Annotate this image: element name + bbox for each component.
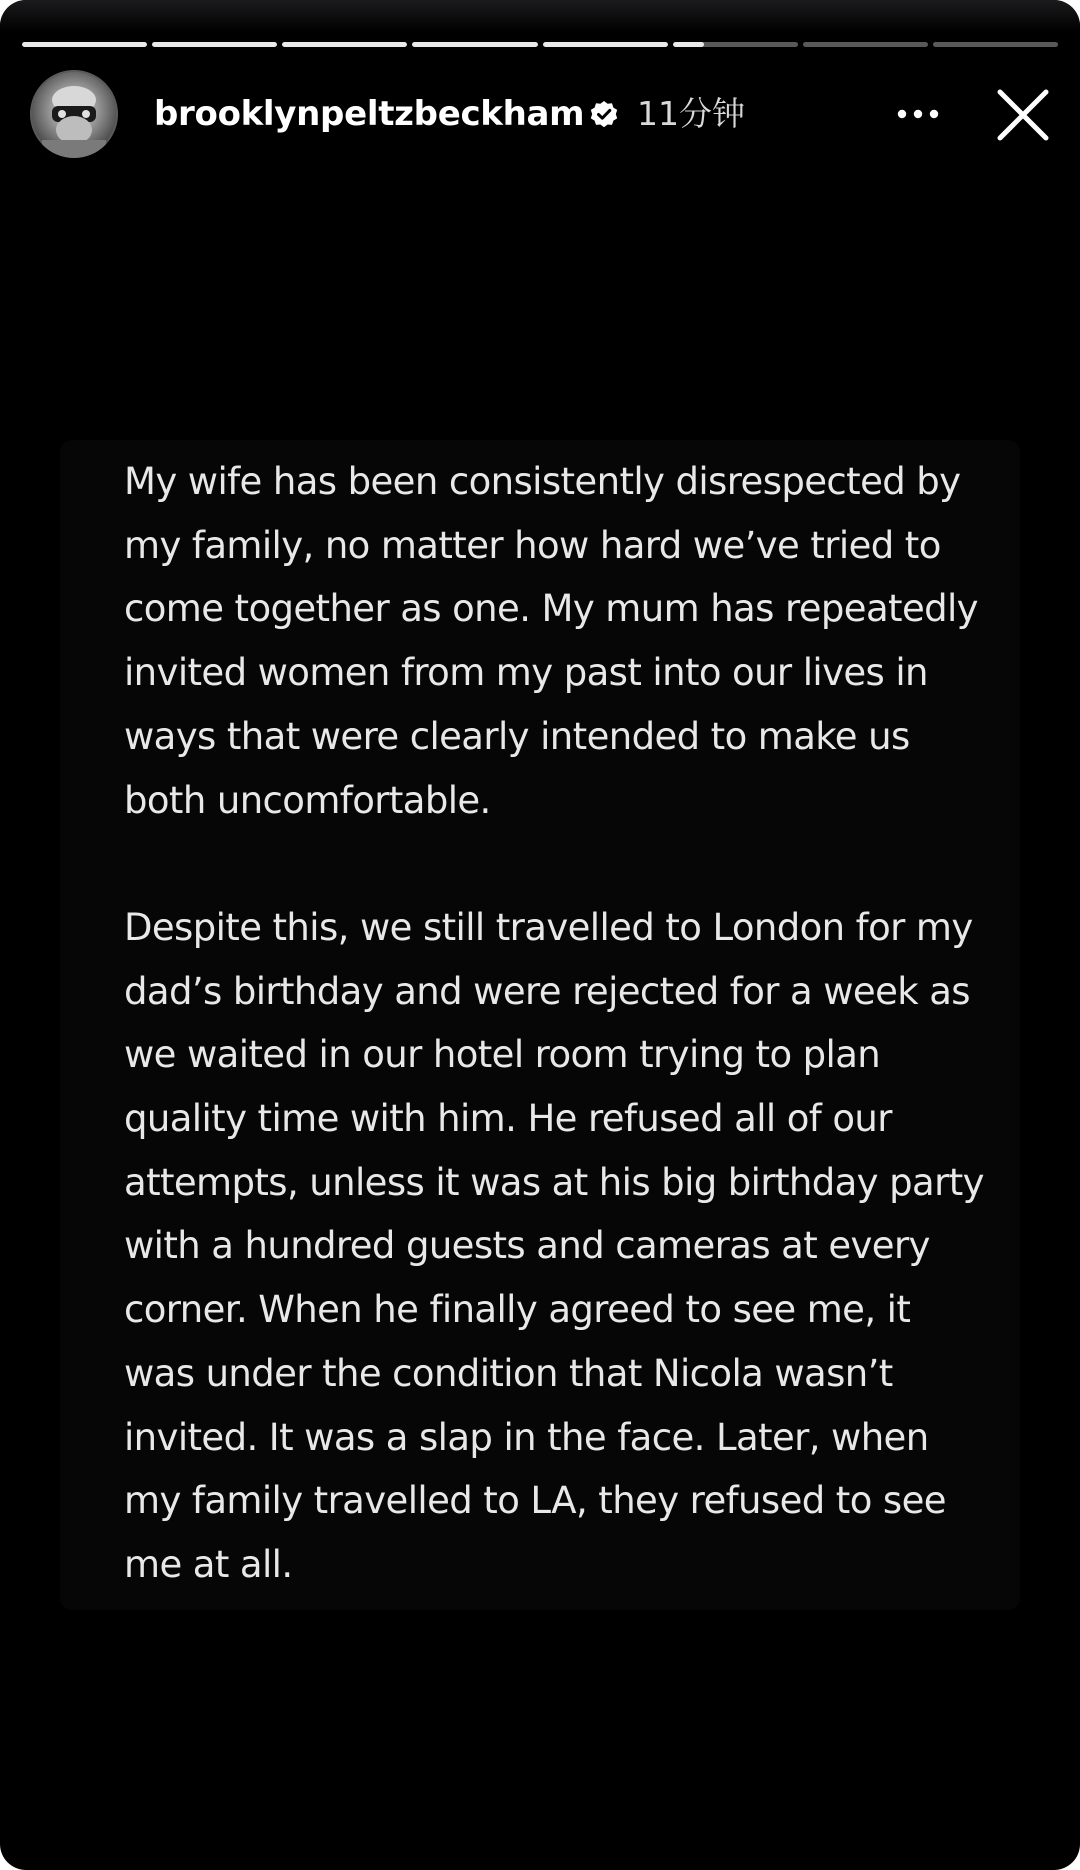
progress-segment: [412, 42, 537, 47]
progress-segment: [933, 42, 1058, 47]
top-fade: [0, 0, 1080, 32]
story-paragraph-1: My wife has been consistently disrespected by my family, no matter how hard we’ve tried to come together as one. My mum has repeatedly invited women from my past into our lives in ways that were clearly intended to make us both uncomfortable.: [124, 460, 978, 822]
username[interactable]: brooklynpeltzbeckham: [154, 94, 585, 134]
progress-segment: [152, 42, 277, 47]
avatar-photo-icon: [30, 70, 118, 158]
progress-segment: [673, 42, 798, 47]
more-options-icon[interactable]: [888, 94, 948, 134]
story-progress-bar: [22, 42, 1058, 48]
progress-segment-fill: [543, 42, 668, 47]
progress-segment: [22, 42, 147, 47]
progress-segment: [803, 42, 928, 47]
close-icon[interactable]: [992, 84, 1054, 146]
progress-segment-fill: [673, 42, 704, 47]
progress-segment-fill: [22, 42, 147, 47]
verified-badge-icon: [588, 98, 620, 130]
progress-segment-fill: [152, 42, 277, 47]
timestamp: 11分钟: [637, 94, 745, 133]
story-text: [124, 450, 984, 1597]
story-paragraph-2: Despite this, we still travelled to London for my dad’s birthday and were rejected for a week as we waited in our hotel room trying to plan quality time with him. He refused all of our attempts, unless it was at his big birthday party with a hundred guests and cameras at every corner. When he finally agreed to see me, it was under the condition that Nicola wasn’t invited. It was a slap in the face. Later, when my family travelled to LA, they refused to see me at all.: [124, 905, 984, 1586]
progress-segment-fill: [282, 42, 407, 47]
progress-segment: [282, 42, 407, 47]
progress-segment-fill: [412, 42, 537, 47]
progress-segment: [543, 42, 668, 47]
avatar[interactable]: [30, 70, 118, 158]
story-header: [30, 70, 1060, 158]
